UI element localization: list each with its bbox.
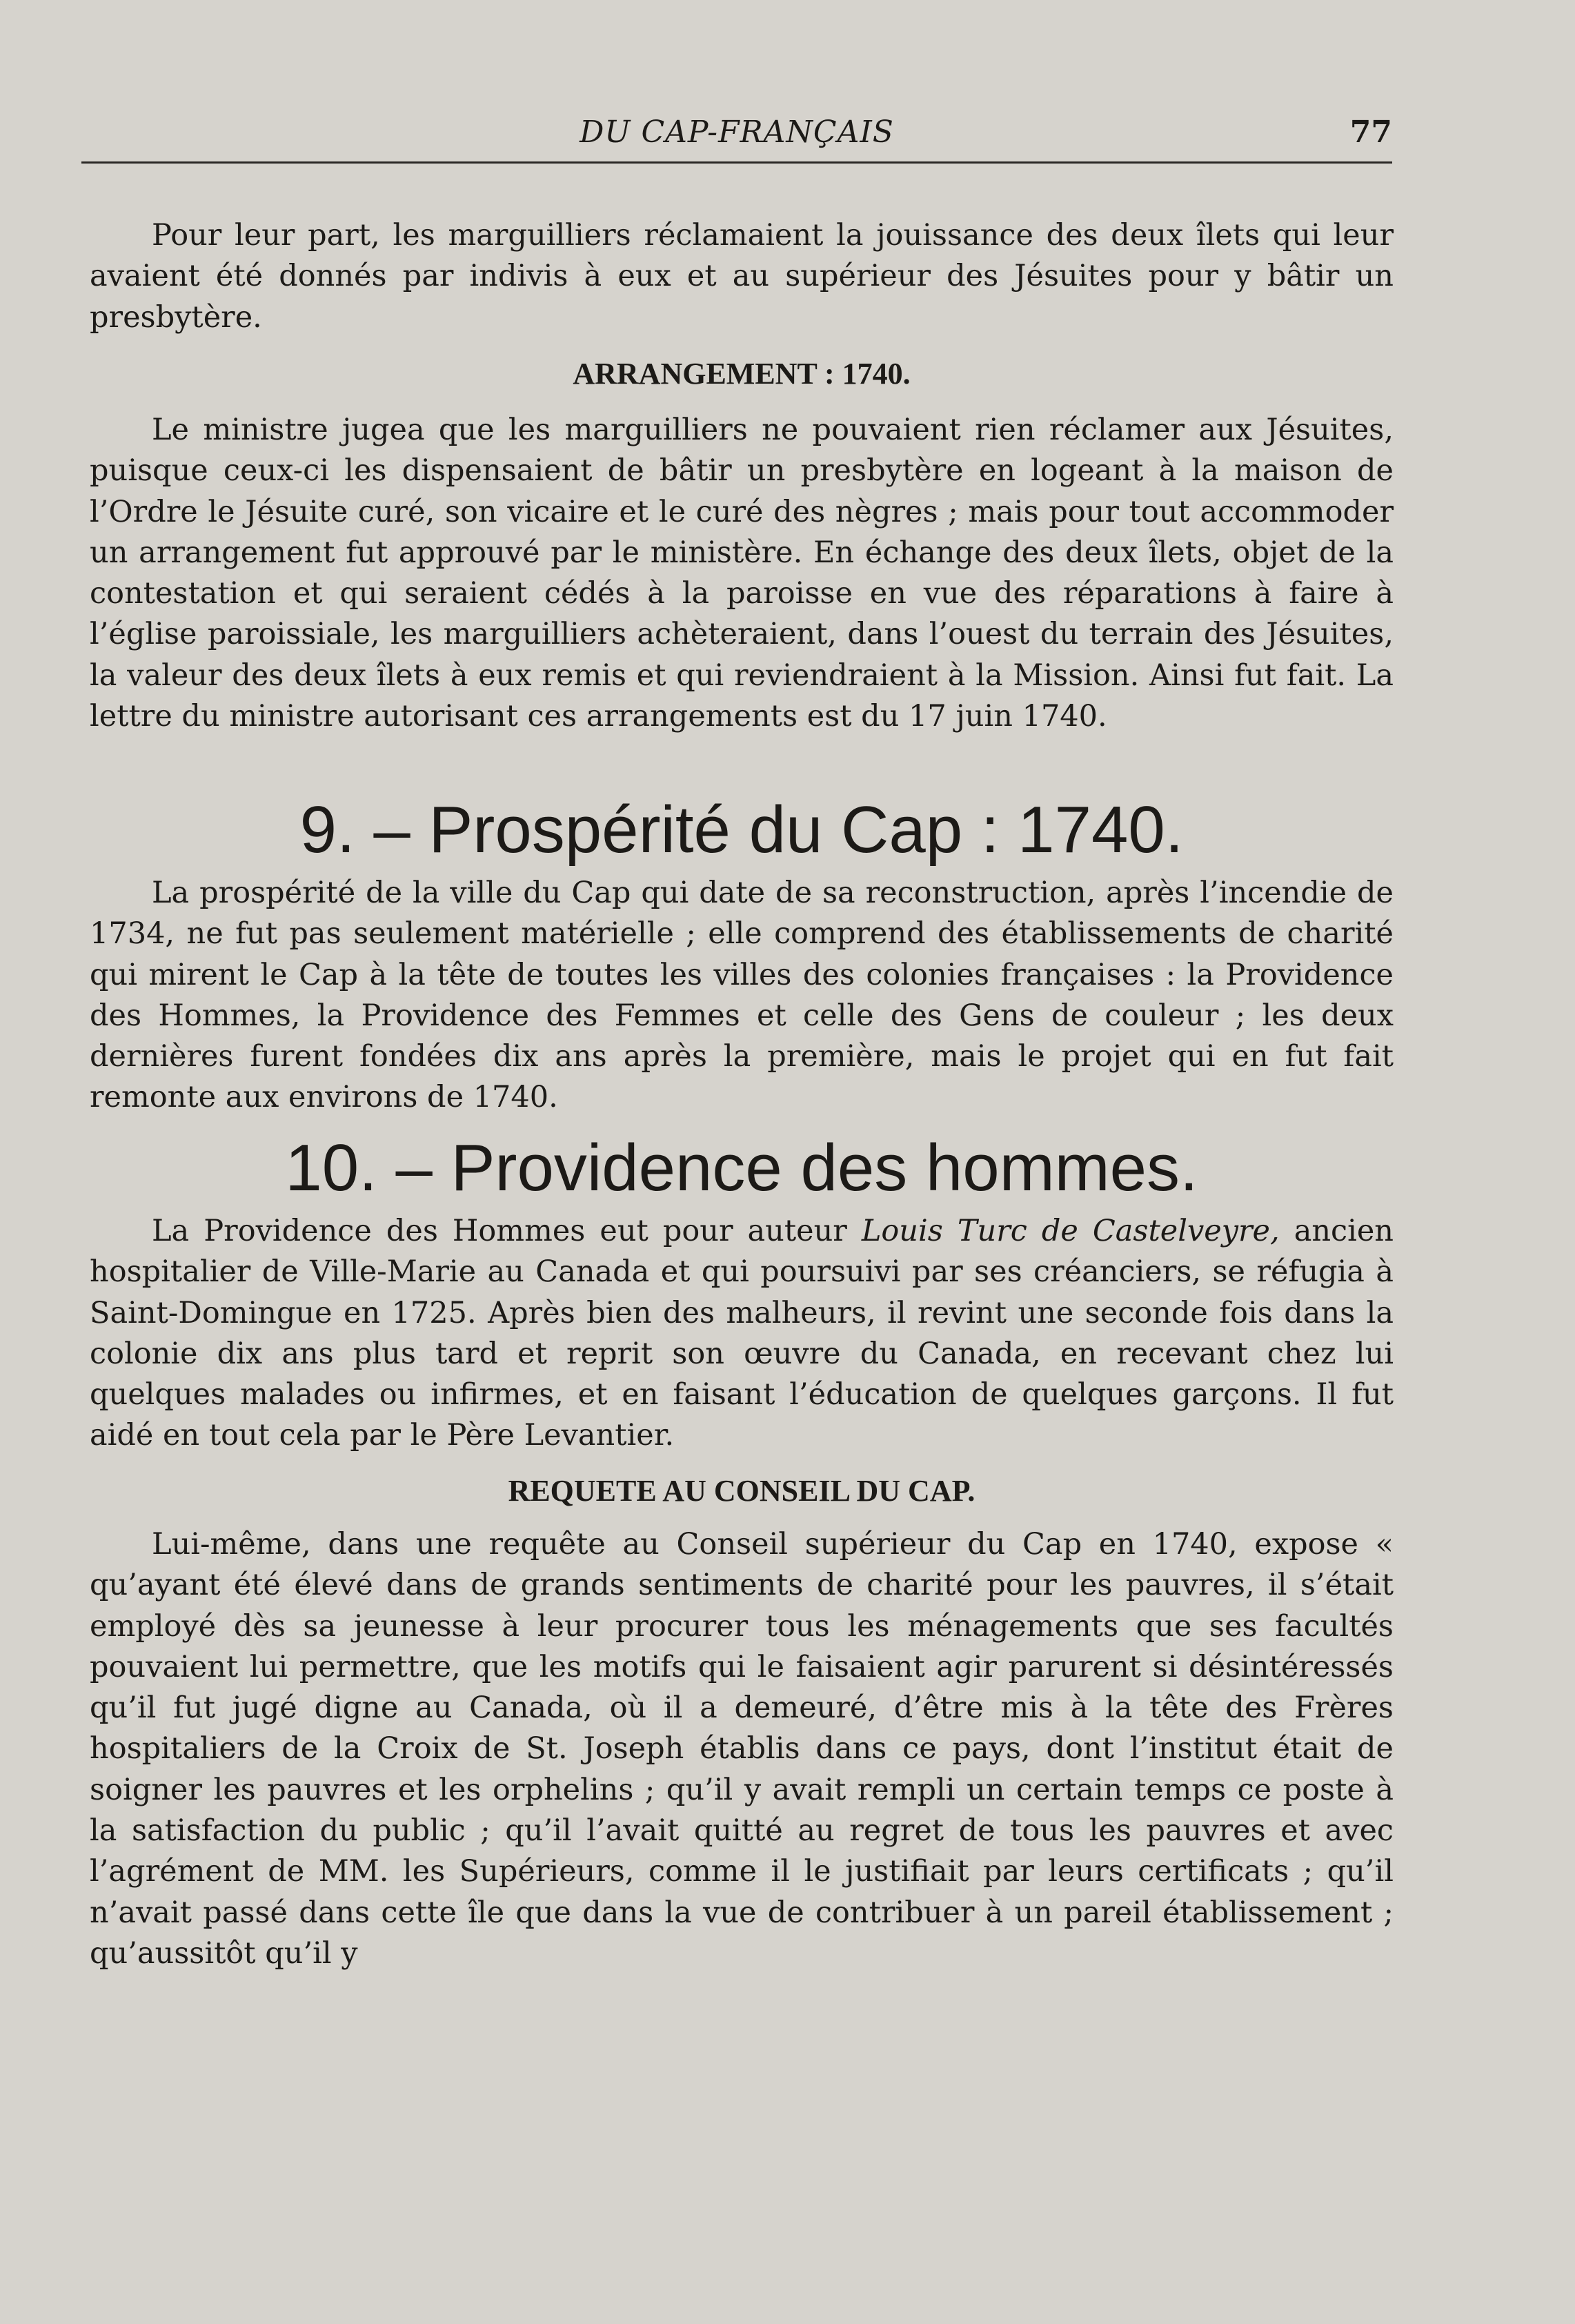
paragraph-providence-rest: ancien hospitalier de Ville-Marie au Canada et qui poursuivi par ses créanciers, se réfugia à Saint-Domingue en 1725. Après bien des malheurs, il revint une seconde fois dans la colonie dix ans plus tard et reprit son œuvre du Canada, en recevant chez lui quelques malades ou infirmes, et en faisant l’éducation de quelques garçons. Il fut aidé en tout cela par le Père Levantier. <box>90 1214 1394 1453</box>
paragraph-arrangement: Le ministre jugea que les marguilliers ne pouvaient rien réclamer aux Jésuites, puisque ceux-ci les dispensaient de bâtir un presbytère en logeant à la maison de l’Ordre le Jésuite curé, son vicaire et le curé des nègres ; mais pour tout accommoder un arrangement fut approuvé par le ministère. En échange des deux îlets, objet de la contestation et qui seraient cédés à la paroisse en vue des réparations à faire à l’église paroissiale, les marguilliers achèteraient, dans l’ouest du terrain des Jésuites, la valeur des deux îlets à eux remis et qui reviendraient à la Mission. Ainsi fut fait. La lettre du ministre autorisant ces arrangements est du 17 juin 1740. <box>90 413 1394 734</box>
section-title-arrangement: ARRANGEMENT : 1740. <box>573 357 911 391</box>
chapter-heading-prosperite: 9. – Prospérité du Cap : 1740. <box>299 793 1184 867</box>
paragraph-marguilliers: Pour leur part, les marguilliers réclamaient la jouissance des deux îlets qui leur avaient été donnés par indivis à eux et au supérieur des Jésuites pour y bâtir un presbytère. <box>90 218 1394 335</box>
paragraph-requete: Lui-même, dans une requête au Conseil supérieur du Cap en 1740, expose « qu’ayant été élevé dans de grands sentiments de charité pour les pauvres, il s’était employé dès sa jeunesse à leur procurer tous les ménagements que ses facultés pouvaient lui permettre, que les motifs qui le faisaient agir parurent si désintéressés qu’il fut jugé digne au Canada, où il a demeuré, d’être mis à la tête des Frères hospitaliers de la Croix de St. Joseph établis dans ce pays, dont l’institut était de soigner les pauvres et les orphelins ; qu’il y avait rempli un certain temps ce poste à la satisfaction du public ; qu’il l’avait quitté au regret de tous les pauvres et avec l’agrément de MM. les Supérieurs, comme il le justifiait par leurs certificats ; qu’il n’avait passé dans cette île que dans la vue de contribuer à un pareil établissement ; qu’aussitôt qu’il y <box>90 1527 1394 1971</box>
section-title-requete: REQUETE AU CONSEIL DU CAP. <box>508 1474 975 1508</box>
page-number: 77 <box>1349 115 1392 150</box>
paragraph-providence-intro: La Providence des Hommes eut pour auteur <box>152 1214 862 1248</box>
founder-name: Louis Turc de Castelveyre, <box>861 1214 1280 1248</box>
page-body <box>90 215 1394 1974</box>
page-header <box>81 115 1392 159</box>
running-title: DU CAP-FRANÇAIS <box>580 115 894 150</box>
header-rule <box>81 161 1392 164</box>
paragraph-prosperite: La prospérité de la ville du Cap qui date de sa reconstruction, après l’incendie de 1734, ne fut pas seulement matérielle ; elle comprend des établissements de charité qui mirent le Cap à la tête de toutes les villes des colonies françaises : la Providence des Hommes, la Providence des Femmes et celle des Gens de couleur ; les deux dernières furent fondées dix ans après la première, mais le projet qui en fut fait remonte aux environs de 1740. <box>90 876 1394 1115</box>
chapter-heading-providence: 10. – Providence des hommes. <box>285 1131 1198 1205</box>
paragraph-providence <box>90 1211 1394 1457</box>
